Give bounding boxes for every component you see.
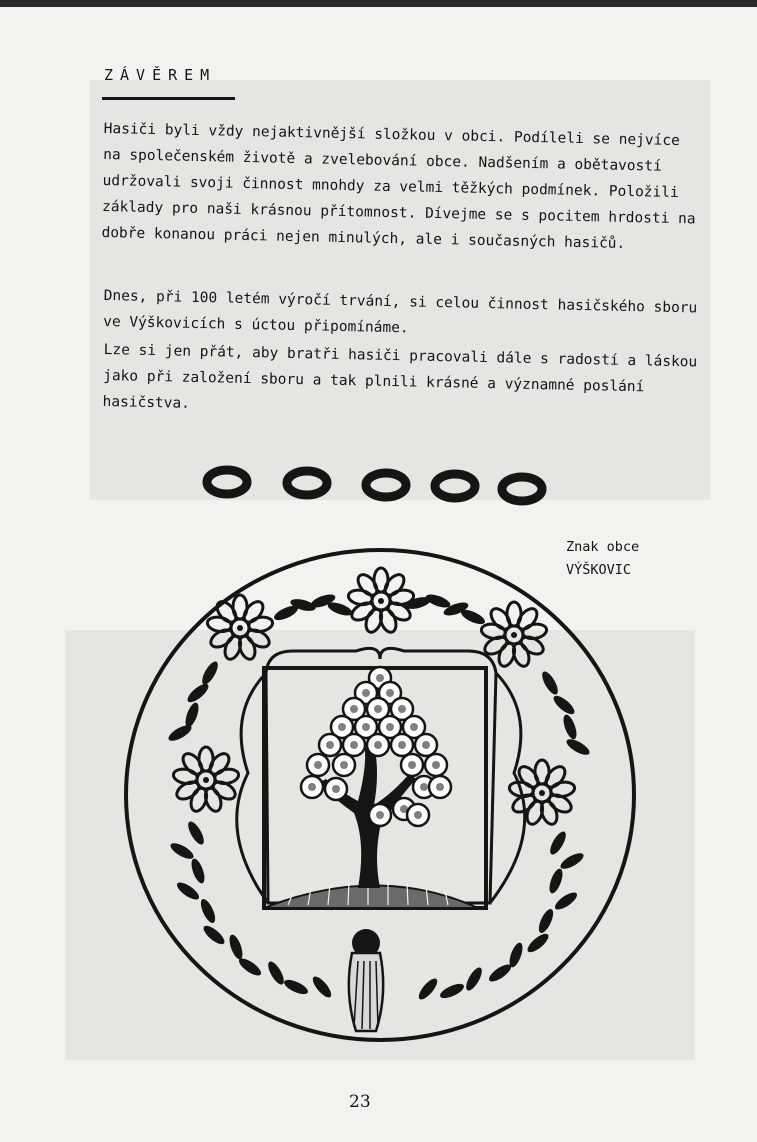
- scan-edge: [0, 0, 757, 7]
- paragraph-2: Dnes, při 100 letém výročí trvání, si celou činnost hasičského sboru ve Výškovicích s úctou připomínáme.: [103, 287, 698, 337]
- emblem-caption-line2: VÝŠKOVIC: [566, 562, 632, 578]
- oval-3: [366, 473, 406, 497]
- page-number: 23: [349, 1092, 371, 1112]
- oval-1: [207, 470, 247, 494]
- paragraph-3: Lze si jen přát, aby bratři hasiči pracovali dále s radostí a láskou jako při založení sboru a tak plnili krásné a významné poslání hasičstva.: [102, 341, 698, 412]
- decorative-ovals: [200, 460, 560, 510]
- village-coat-of-arms: [118, 543, 648, 1053]
- oval-2: [287, 471, 327, 495]
- oval-4: [435, 474, 475, 498]
- emblem-caption-line1: Znak obce: [566, 539, 640, 555]
- heading-underline: [102, 97, 235, 100]
- paragraph-1: Hasiči byli vždy nejaktivnější složkou v obci. Podíleli se nejvíce na společenském životě a zvelebování obce. Nadšením a obětavostí udržovali svoji činnost mnohdy za velmi těžkých podmínek. Položili základy pro naši krásnou přítomnost. Dívejme se s pocitem hrdosti na dobře konanou práci nejen minulých, ale i současných hasičů.: [101, 120, 696, 252]
- section-heading: ZÁVĚREM: [104, 66, 217, 84]
- oval-5: [502, 477, 542, 501]
